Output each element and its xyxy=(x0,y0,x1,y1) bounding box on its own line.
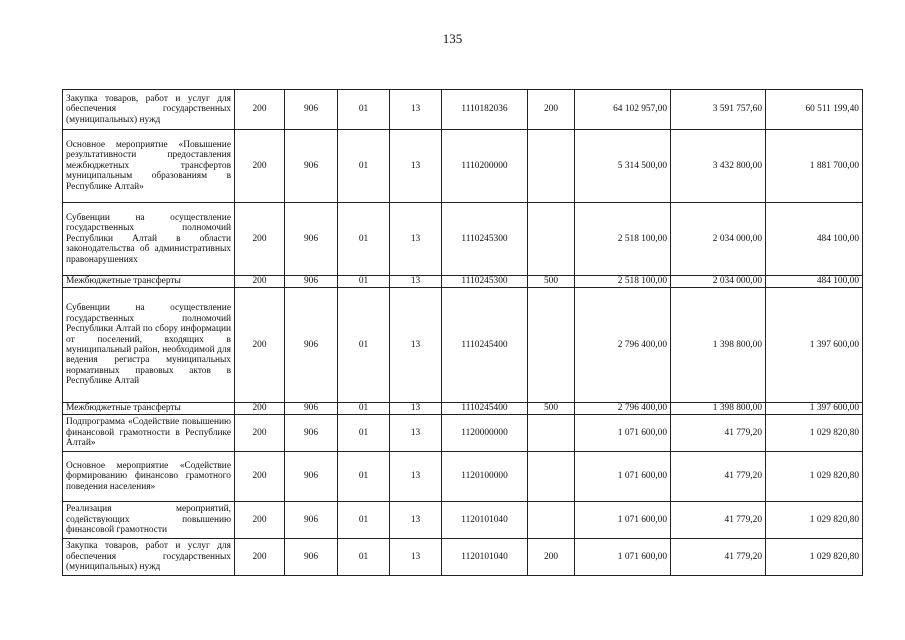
cell-ministry: 906 xyxy=(285,130,338,203)
cell-sum-1: 2 518 100,00 xyxy=(575,276,671,288)
cell-expense-type: 200 xyxy=(528,539,575,576)
cell-section: 01 xyxy=(338,403,390,415)
cell-section: 01 xyxy=(338,203,390,276)
cell-subsection: 13 xyxy=(390,539,442,576)
cell-name: Основное мероприятие «Содействие формированию финансово грамотного поведения населения» xyxy=(63,452,235,502)
table-row xyxy=(63,403,863,415)
cell-section: 01 xyxy=(338,130,390,203)
cell-code: 200 xyxy=(235,539,285,576)
cell-subsection: 13 xyxy=(390,90,442,130)
cell-section: 01 xyxy=(338,539,390,576)
cell-sum-2: 41 779,20 xyxy=(671,539,766,576)
cell-expense-type xyxy=(528,452,575,502)
cell-sum-3: 484 100,00 xyxy=(766,276,863,288)
cell-sum-1: 2 518 100,00 xyxy=(575,203,671,276)
cell-section: 01 xyxy=(338,288,390,403)
cell-section: 01 xyxy=(338,415,390,452)
cell-expense-type xyxy=(528,415,575,452)
cell-sum-1: 2 796 400,00 xyxy=(575,403,671,415)
cell-subsection: 13 xyxy=(390,415,442,452)
cell-sum-1: 1 071 600,00 xyxy=(575,415,671,452)
cell-sum-2: 41 779,20 xyxy=(671,415,766,452)
cell-expense-type: 500 xyxy=(528,403,575,415)
cell-target: 1110200000 xyxy=(442,130,528,203)
cell-code: 200 xyxy=(235,502,285,539)
cell-code: 200 xyxy=(235,415,285,452)
cell-ministry: 906 xyxy=(285,452,338,502)
cell-ministry: 906 xyxy=(285,539,338,576)
cell-target: 1110245300 xyxy=(442,203,528,276)
cell-expense-type xyxy=(528,130,575,203)
cell-sum-3: 1 881 700,00 xyxy=(766,130,863,203)
cell-ministry: 906 xyxy=(285,502,338,539)
cell-sum-3: 1 397 600,00 xyxy=(766,288,863,403)
table-row xyxy=(63,452,863,502)
cell-sum-2: 41 779,20 xyxy=(671,502,766,539)
table-row xyxy=(63,539,863,576)
page-number: 135 xyxy=(442,31,463,46)
cell-sum-3: 1 397 600,00 xyxy=(766,403,863,415)
cell-subsection: 13 xyxy=(390,403,442,415)
cell-ministry: 906 xyxy=(285,90,338,130)
cell-name: Закупка товаров, работ и услуг для обеспечения государственных (муниципальных) нужд xyxy=(63,539,235,576)
cell-sum-1: 2 796 400,00 xyxy=(575,288,671,403)
cell-name: Основное мероприятие «Повышение результативности предоставления межбюджетных трансфертов муниципальным образованиям в Республике Алтай» xyxy=(63,130,235,203)
cell-sum-2: 2 034 000,00 xyxy=(671,203,766,276)
cell-name: Межбюджетные трансферты xyxy=(63,403,235,415)
cell-sum-1: 1 071 600,00 xyxy=(575,502,671,539)
cell-target: 1110245400 xyxy=(442,403,528,415)
cell-sum-2: 3 432 800,00 xyxy=(671,130,766,203)
cell-target: 1110182036 xyxy=(442,90,528,130)
cell-sum-2: 1 398 800,00 xyxy=(671,288,766,403)
cell-name: Межбюджетные трансферты xyxy=(63,276,235,288)
cell-sum-1: 1 071 600,00 xyxy=(575,539,671,576)
cell-sum-1: 64 102 957,00 xyxy=(575,90,671,130)
cell-ministry: 906 xyxy=(285,203,338,276)
cell-sum-3: 1 029 820,80 xyxy=(766,452,863,502)
table-row xyxy=(63,502,863,539)
cell-ministry: 906 xyxy=(285,403,338,415)
cell-sum-2: 41 779,20 xyxy=(671,452,766,502)
cell-code: 200 xyxy=(235,90,285,130)
cell-name: Закупка товаров, работ и услуг для обеспечения государственных (муниципальных) нужд xyxy=(63,90,235,130)
table-body xyxy=(63,90,863,576)
cell-code: 200 xyxy=(235,130,285,203)
table-row xyxy=(63,90,863,130)
table-row xyxy=(63,276,863,288)
cell-name: Субвенции на осуществление государственных полномочий Республики Алтай в области законодательства об административных правонарушениях xyxy=(63,203,235,276)
cell-subsection: 13 xyxy=(390,288,442,403)
cell-expense-type xyxy=(528,288,575,403)
cell-subsection: 13 xyxy=(390,502,442,539)
cell-sum-2: 1 398 800,00 xyxy=(671,403,766,415)
cell-subsection: 13 xyxy=(390,452,442,502)
cell-sum-3: 1 029 820,80 xyxy=(766,415,863,452)
cell-sum-2: 2 034 000,00 xyxy=(671,276,766,288)
cell-subsection: 13 xyxy=(390,203,442,276)
cell-target: 1120101040 xyxy=(442,539,528,576)
cell-section: 01 xyxy=(338,90,390,130)
cell-code: 200 xyxy=(235,452,285,502)
cell-ministry: 906 xyxy=(285,415,338,452)
cell-sum-1: 5 314 500,00 xyxy=(575,130,671,203)
table-row xyxy=(63,130,863,203)
cell-target: 1120101040 xyxy=(442,502,528,539)
table-row xyxy=(63,288,863,403)
cell-section: 01 xyxy=(338,452,390,502)
cell-ministry: 906 xyxy=(285,288,338,403)
cell-section: 01 xyxy=(338,502,390,539)
cell-target: 1110245400 xyxy=(442,288,528,403)
cell-name: Субвенции на осуществление государственных полномочий Республики Алтай по сбору информации от поселений, входящих в муниципальный район, необходимой для ведения регистра муниципальных нормативных правовых актов в Республике Алтай xyxy=(63,288,235,403)
cell-expense-type xyxy=(528,203,575,276)
cell-section: 01 xyxy=(338,276,390,288)
table-row xyxy=(63,415,863,452)
cell-sum-3: 484 100,00 xyxy=(766,203,863,276)
cell-name: Подпрограмма «Содействие повышению финансовой грамотности в Республике Алтай» xyxy=(63,415,235,452)
cell-expense-type xyxy=(528,502,575,539)
cell-expense-type: 500 xyxy=(528,276,575,288)
cell-subsection: 13 xyxy=(390,130,442,203)
cell-code: 200 xyxy=(235,288,285,403)
cell-sum-1: 1 071 600,00 xyxy=(575,452,671,502)
table-row xyxy=(63,203,863,276)
cell-target: 1120100000 xyxy=(442,452,528,502)
cell-sum-3: 1 029 820,80 xyxy=(766,502,863,539)
cell-subsection: 13 xyxy=(390,276,442,288)
cell-name: Реализация мероприятий, содействующих повышению финансовой грамотности xyxy=(63,502,235,539)
cell-target: 1120000000 xyxy=(442,415,528,452)
cell-sum-2: 3 591 757,60 xyxy=(671,90,766,130)
cell-expense-type: 200 xyxy=(528,90,575,130)
budget-table xyxy=(62,89,863,576)
cell-sum-3: 1 029 820,80 xyxy=(766,539,863,576)
cell-sum-3: 60 511 199,40 xyxy=(766,90,863,130)
cell-ministry: 906 xyxy=(285,276,338,288)
cell-code: 200 xyxy=(235,203,285,276)
cell-target: 1110245300 xyxy=(442,276,528,288)
cell-code: 200 xyxy=(235,276,285,288)
cell-code: 200 xyxy=(235,403,285,415)
